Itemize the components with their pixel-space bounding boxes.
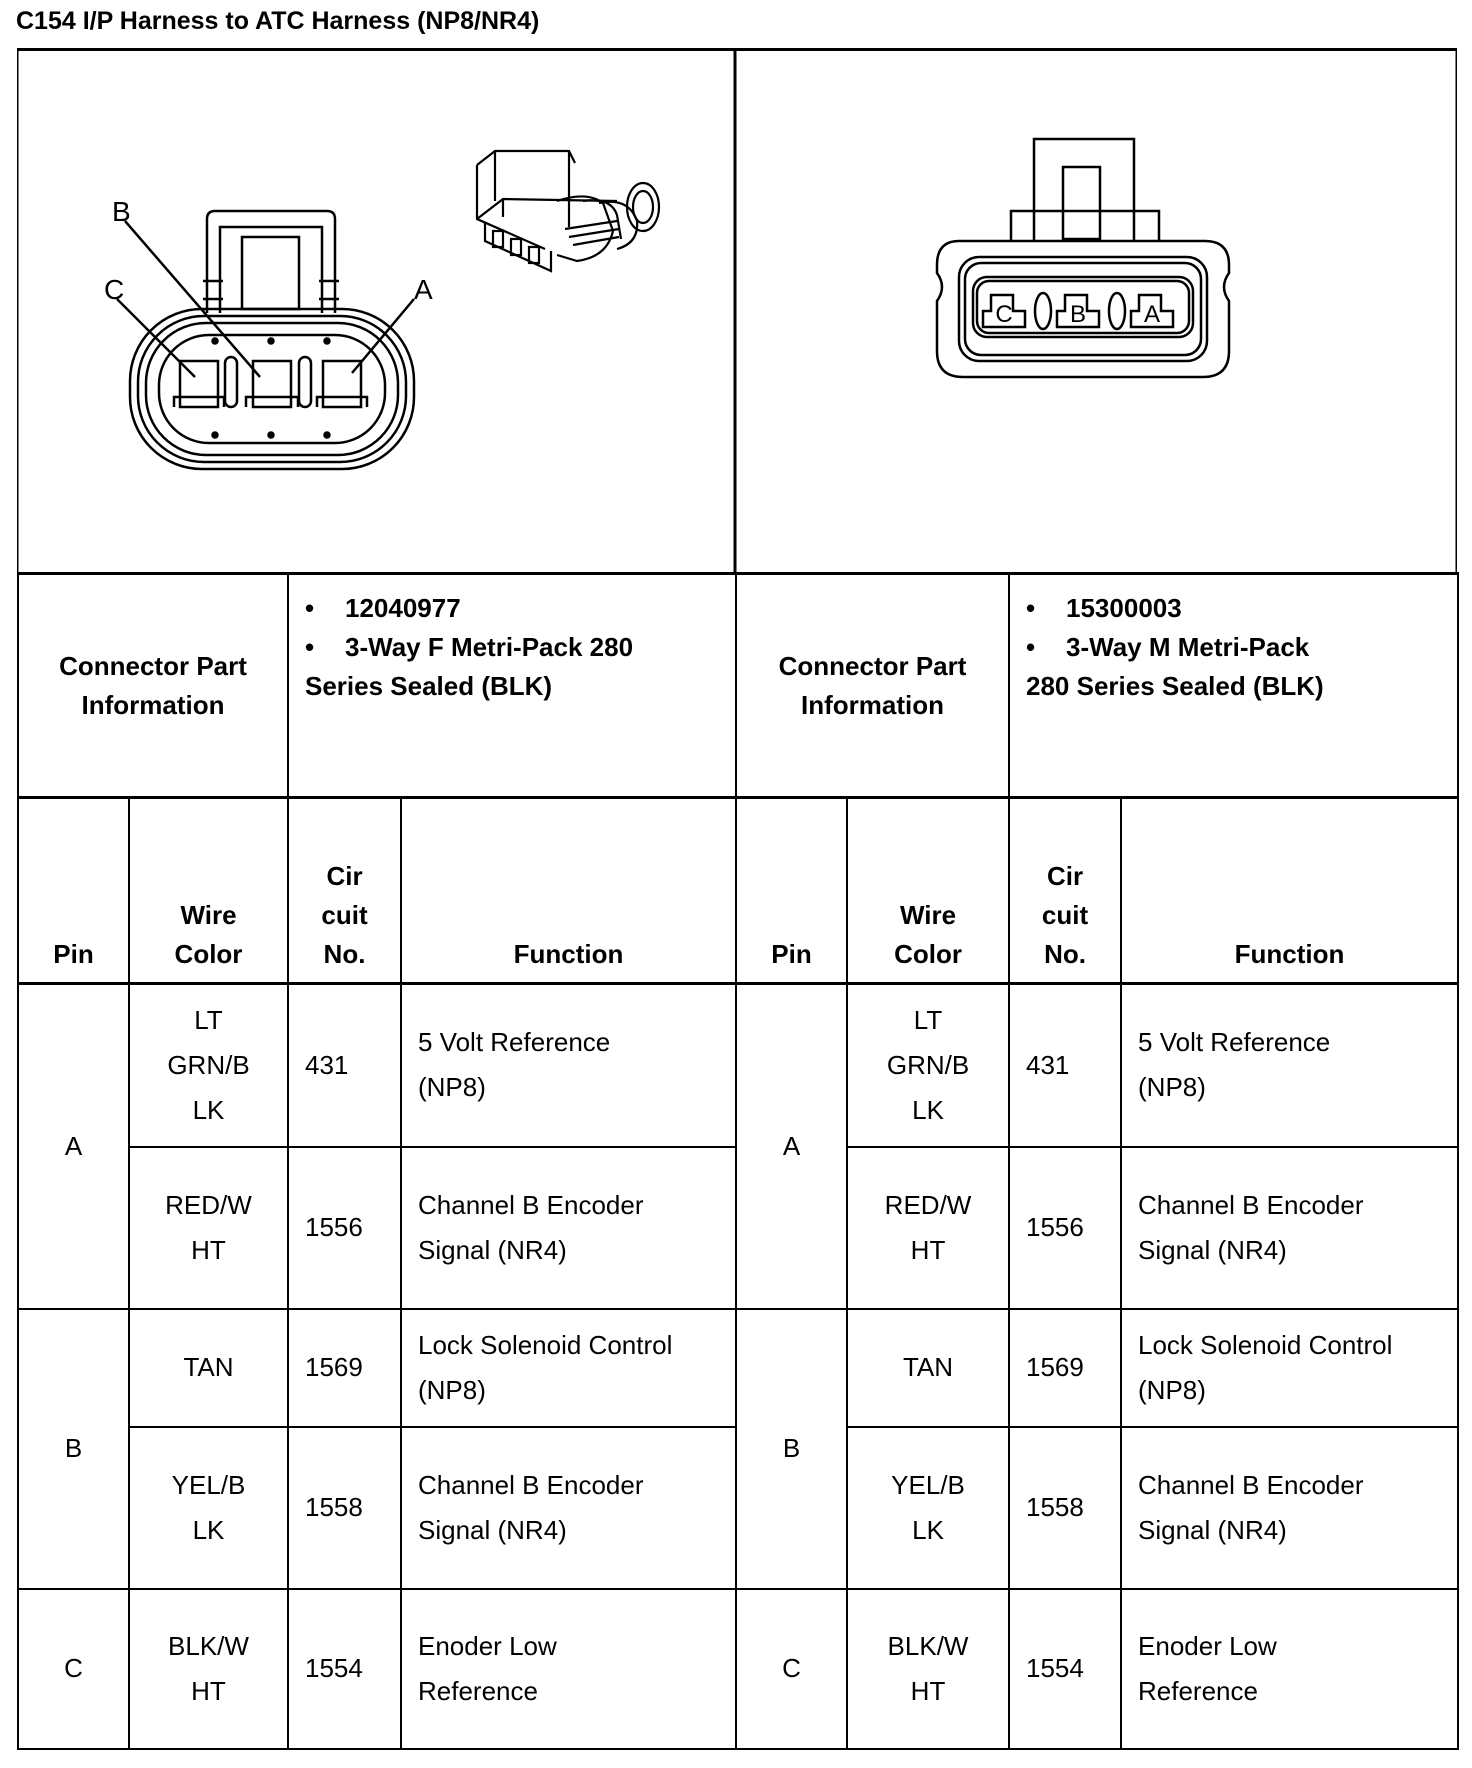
info-label-line2: Information [801,689,945,720]
pinout-table [17,572,1459,1750]
wire-color-cell: YEL/B LK [129,1427,288,1589]
wire-color-cell: TAN [129,1309,288,1427]
header-row [18,798,1458,984]
function-cell: Channel B Encoder Signal (NR4) [401,1427,736,1589]
wire-color-cell: RED/W HT [847,1147,1009,1309]
pin-cell: B [736,1309,847,1589]
function-cell: Channel B Encoder Signal (NR4) [401,1147,736,1309]
male-cavity-b: B [1069,301,1087,328]
wire-color-cell: YEL/B LK [847,1427,1009,1589]
circuit-cell: 1556 [288,1147,401,1309]
table-row [18,1309,1458,1427]
male-cavity-c: C [995,301,1013,328]
circuit-cell: 431 [288,984,401,1147]
connector-drawings [17,51,1457,575]
female-connector-face [117,211,414,469]
part-description: 3-Way M Metri-Pack [1066,632,1310,662]
circuit-cell: 1569 [288,1309,401,1427]
function-cell: 5 Volt Reference (NP8) [401,984,736,1147]
info-label-line1: Connector Part [778,650,967,681]
male-cavity-a: A [1143,301,1161,328]
callout-b: B [112,196,131,227]
wire-color-cell: RED/W HT [129,1147,288,1309]
circuit-cell: 431 [1009,984,1121,1147]
function-cell: Enoder Low Reference [1121,1589,1458,1749]
part-description-cont: Series Sealed (BLK) [305,671,553,701]
connector-info-row [18,574,1458,798]
info-parts-left: • 12040977 • 3-Way F Metri-Pack 280 Series Sealed (BLK) [288,574,736,798]
function-cell: Channel B Encoder Signal (NR4) [1121,1147,1458,1309]
page-title: C154 I/P Harness to ATC Harness (NP8/NR4) [16,7,540,35]
circuit-cell: 1554 [288,1589,401,1749]
table-row [18,984,1458,1147]
circuit-cell: 1558 [1009,1427,1121,1589]
male-connector-face [937,139,1229,377]
info-label-line2: Information [81,689,225,720]
wire-color-cell: LT GRN/B LK [129,984,288,1147]
part-description-cont: 280 Series Sealed (BLK) [1026,671,1324,701]
function-cell: 5 Volt Reference (NP8) [1121,984,1458,1147]
header-pin: Pin [18,798,129,984]
header-circuit-no: Cir cuit No. [1009,798,1121,984]
pin-cell: C [736,1589,847,1749]
header-wire-color: Wire Color [847,798,1009,984]
info-parts-right: • 15300003 • 3-Way M Metri-Pack 280 Series Sealed (BLK) [1009,574,1458,798]
part-description: 3-Way F Metri-Pack 280 [345,632,634,662]
info-label-right [736,574,1009,798]
circuit-cell: 1556 [1009,1147,1121,1309]
info-label-left [18,574,288,798]
connector-iso-view [477,151,659,271]
header-wire-color: Wire Color [129,798,288,984]
wire-color-cell: BLK/W HT [129,1589,288,1749]
circuit-cell: 1569 [1009,1309,1121,1427]
header-pin: Pin [736,798,847,984]
header-function: Function [1121,798,1458,984]
pin-cell: C [18,1589,129,1749]
header-circuit-no: Cir cuit No. [288,798,401,984]
function-cell: Enoder Low Reference [401,1589,736,1749]
connector-table [17,48,1457,1758]
function-cell: Lock Solenoid Control (NP8) [1121,1309,1458,1427]
wire-color-cell: TAN [847,1309,1009,1427]
pin-cell: A [736,984,847,1309]
pin-cell: B [18,1309,129,1589]
pin-cell: A [18,984,129,1309]
wire-color-cell: BLK/W HT [847,1589,1009,1749]
wire-color-cell: LT GRN/B LK [847,984,1009,1147]
callout-a: A [414,274,433,305]
function-cell: Lock Solenoid Control (NP8) [401,1309,736,1427]
circuit-cell: 1554 [1009,1589,1121,1749]
callout-c: C [104,274,125,305]
part-number: 12040977 [345,593,461,623]
function-cell: Channel B Encoder Signal (NR4) [1121,1427,1458,1589]
part-number: 15300003 [1066,593,1182,623]
connector-diagrams [17,48,1457,575]
circuit-cell: 1558 [288,1427,401,1589]
header-function: Function [401,798,736,984]
table-row [18,1589,1458,1749]
info-label-line1: Connector Part [59,650,247,681]
